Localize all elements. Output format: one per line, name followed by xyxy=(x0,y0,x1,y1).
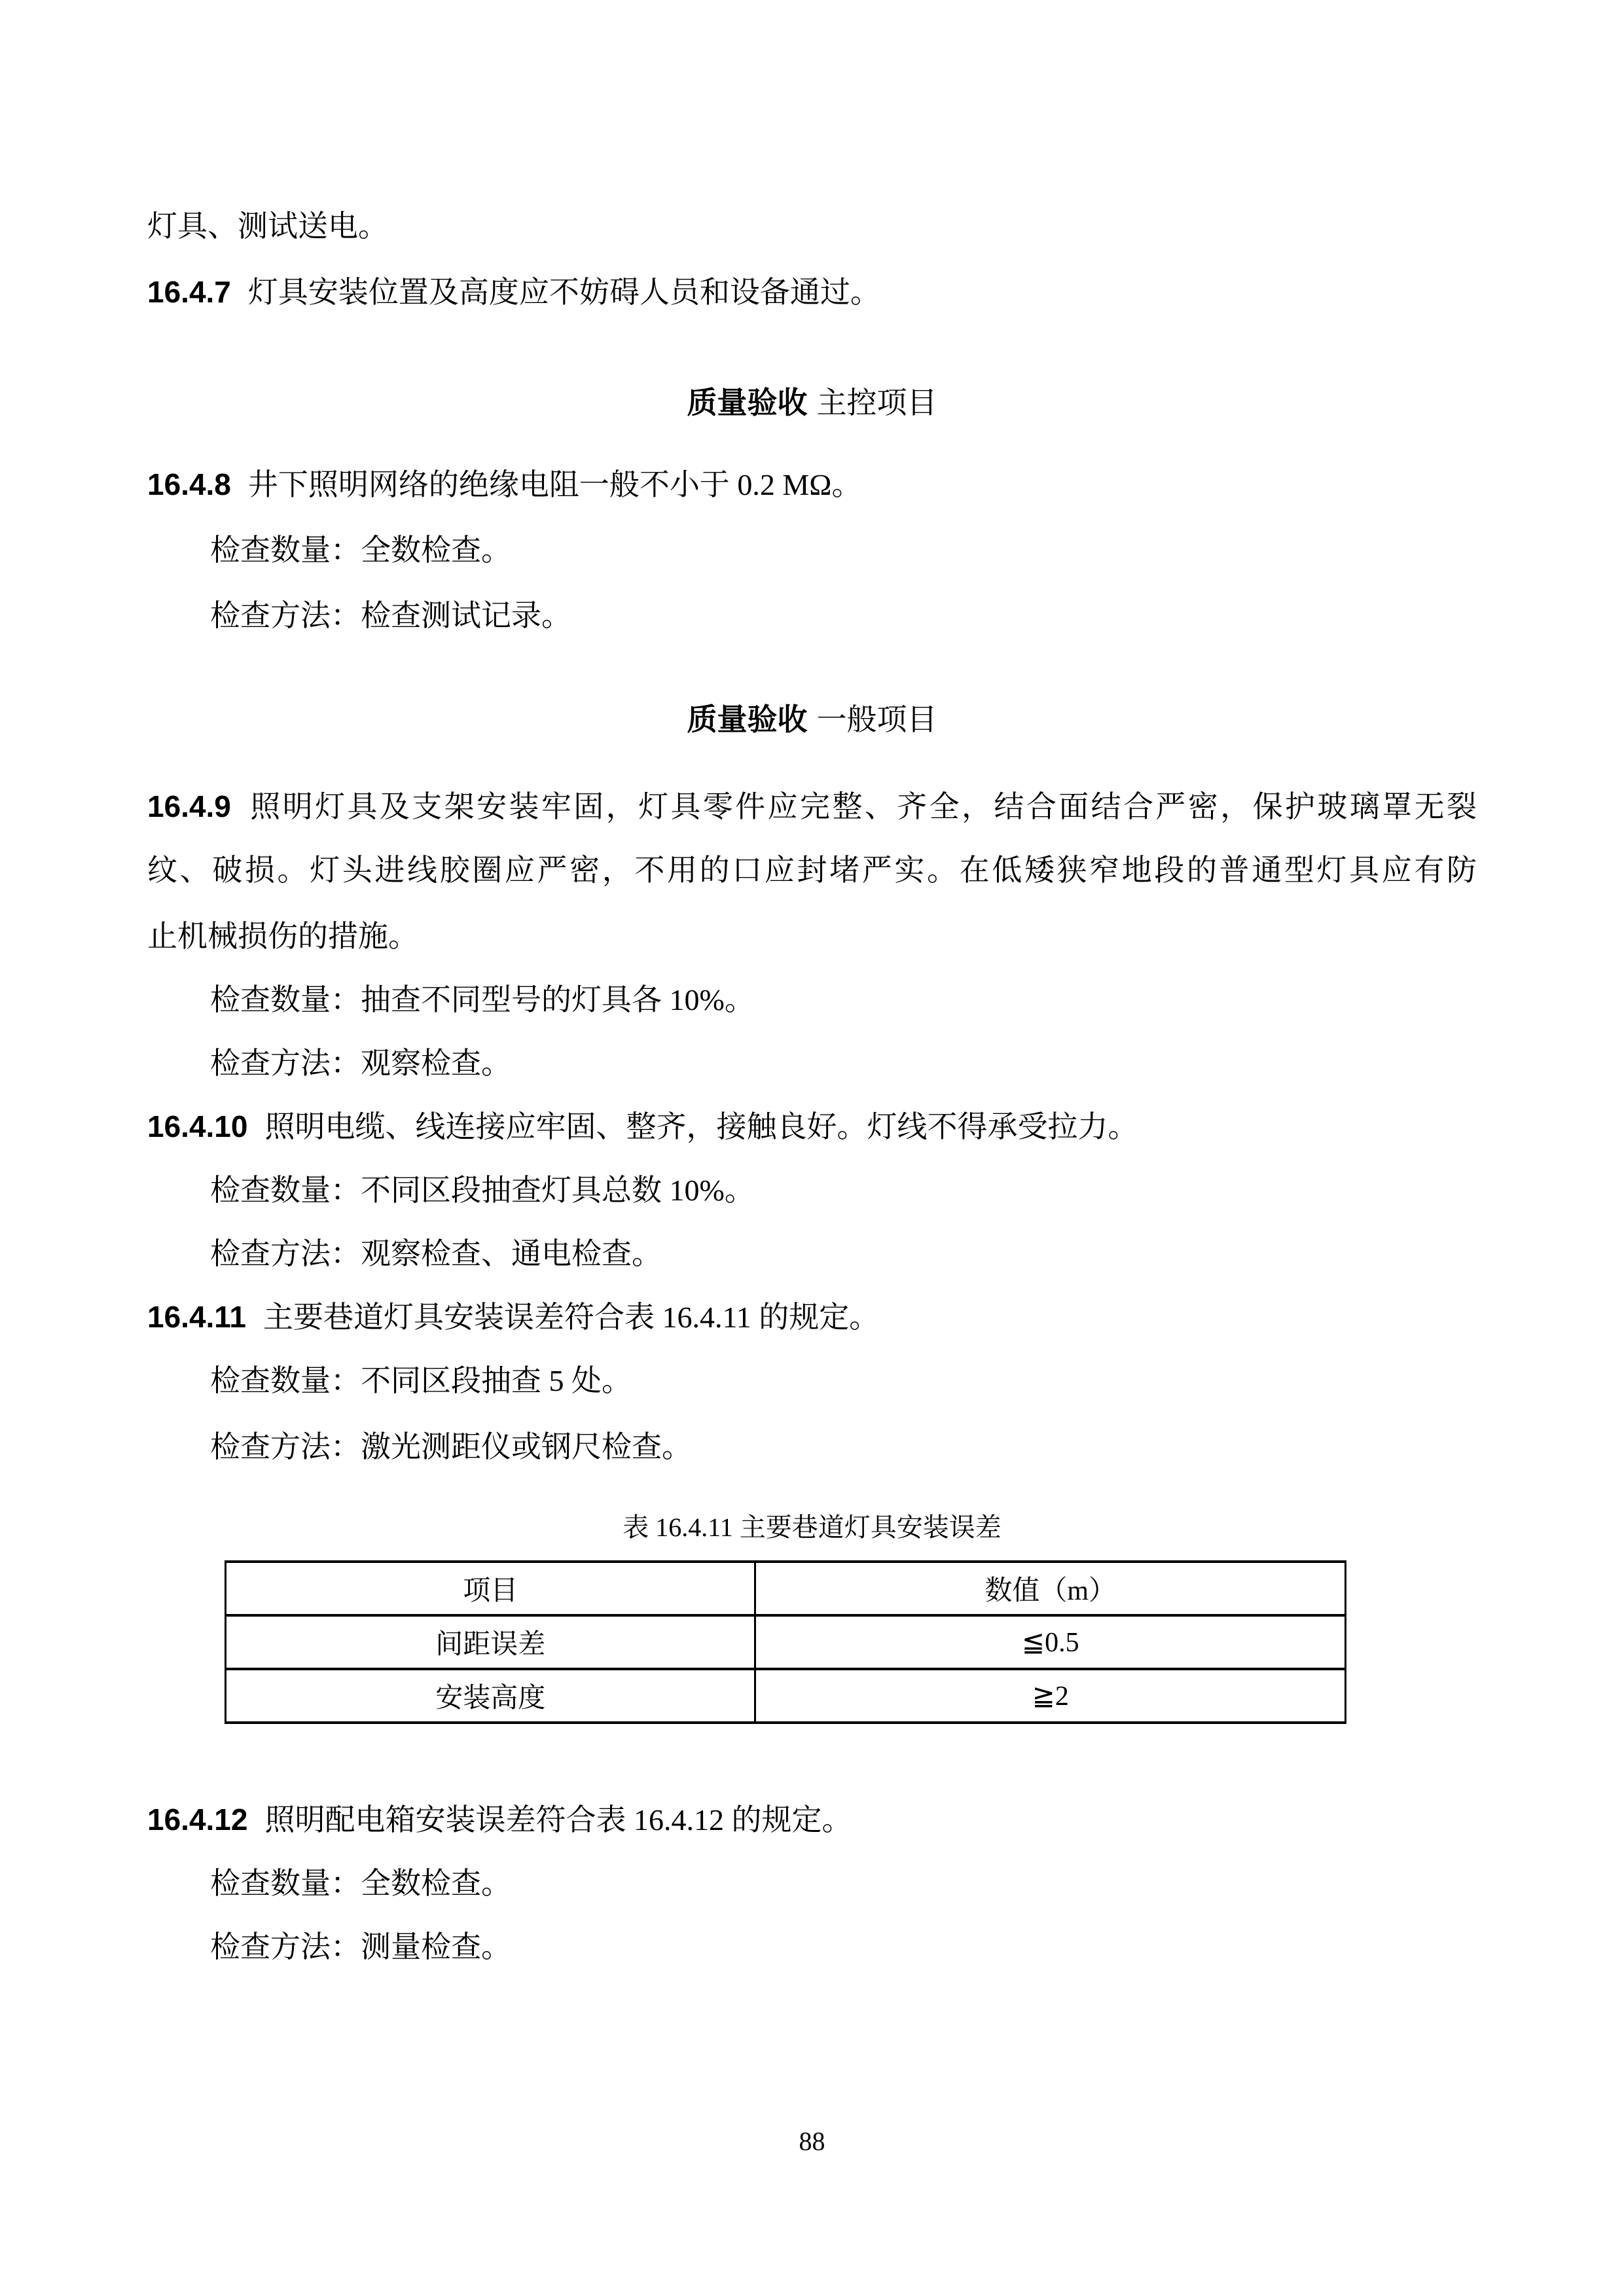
section-number: 16.4.11 xyxy=(147,1300,246,1334)
section-text: 照明配电箱安装误差符合表 16.4.12 的规定。 xyxy=(264,1803,852,1837)
table-caption: 表 16.4.11 主要巷道灯具安装误差 xyxy=(623,1513,1001,1542)
check-method-line: 检查方法：激光测距仪或钢尺检查。 xyxy=(210,1430,692,1463)
check-method-line: 检查方法：观察检查、通电检查。 xyxy=(210,1237,662,1270)
section-number: 16.4.9 xyxy=(147,789,231,823)
section-16-4-11 xyxy=(147,1285,1477,1349)
check-method-line: 检查方法：测量检查。 xyxy=(210,1930,511,1964)
header-cell-value: 数值（m） xyxy=(755,1562,1346,1615)
cell-value: ≧2 xyxy=(755,1669,1346,1723)
section-16-4-9-line-1 xyxy=(147,775,1477,838)
section-16-4-12 xyxy=(147,1788,1477,1852)
cell-value: ≦0.5 xyxy=(755,1615,1346,1669)
section-16-4-9-line-2: 纹、破损。灯头进线胶圈应严密，不用的口应封堵严实。在低矮狭窄地段的普通型灯具应有防 xyxy=(147,853,1477,887)
heading-regular-part: 主控项目 xyxy=(816,386,937,420)
table-row xyxy=(226,1615,1346,1669)
header-cell-item: 项目 xyxy=(226,1562,755,1615)
check-quantity-line: 检查数量：不同区段抽查 5 处。 xyxy=(210,1364,632,1397)
section-16-4-8 xyxy=(147,453,1477,516)
installation-error-table xyxy=(225,1560,1346,1724)
check-quantity-line: 检查数量：全数检查。 xyxy=(210,533,511,567)
section-16-4-10 xyxy=(147,1095,1477,1158)
cell-item: 安装高度 xyxy=(226,1669,755,1723)
section-text: 照明电缆、线连接应牢固、整齐，接触良好。灯线不得承受拉力。 xyxy=(264,1110,1138,1143)
section-text: 灯具安装位置及高度应不妨碍人员和设备通过。 xyxy=(247,276,880,309)
table-row xyxy=(226,1669,1346,1723)
check-quantity-line: 检查数量：不同区段抽查灯具总数 10%。 xyxy=(210,1174,755,1207)
section-number: 16.4.10 xyxy=(147,1109,248,1143)
section-16-4-7 xyxy=(147,260,1477,324)
heading-quality-acceptance-dominant xyxy=(147,371,1477,435)
section-text: 主要巷道灯具安装误差符合表 16.4.11 的规定。 xyxy=(262,1300,880,1334)
check-method-line: 检查方法：检查测试记录。 xyxy=(210,599,571,632)
check-quantity-line: 检查数量：抽查不同型号的灯具各 10%。 xyxy=(210,983,755,1016)
section-text: 井下照明网络的绝缘电阻一般不小于 0.2 MΩ。 xyxy=(247,468,862,501)
page-number: 88 xyxy=(799,2126,825,2156)
check-quantity-line: 检查数量：全数检查。 xyxy=(210,1867,511,1900)
heading-quality-acceptance-general xyxy=(147,688,1477,751)
check-method-line: 检查方法：观察检查。 xyxy=(210,1047,511,1080)
heading-bold-part: 质量验收 xyxy=(687,386,808,420)
cell-item: 间距误差 xyxy=(226,1615,755,1669)
section-text: 照明灯具及支架安装牢固，灯具零件应完整、齐全，结合面结合严密，保护玻璃罩无裂 xyxy=(247,790,1477,823)
table-header-row xyxy=(226,1562,1346,1615)
section-number: 16.4.7 xyxy=(147,275,231,309)
section-number: 16.4.12 xyxy=(147,1803,248,1837)
section-number: 16.4.8 xyxy=(147,467,231,501)
heading-regular-part: 一般项目 xyxy=(816,703,937,736)
section-16-4-9-line-3: 止机械损伤的措施。 xyxy=(147,920,418,953)
paragraph-continuation: 灯具、测试送电。 xyxy=(147,209,388,243)
heading-bold-part: 质量验收 xyxy=(687,703,808,736)
text-column xyxy=(147,0,1477,1979)
